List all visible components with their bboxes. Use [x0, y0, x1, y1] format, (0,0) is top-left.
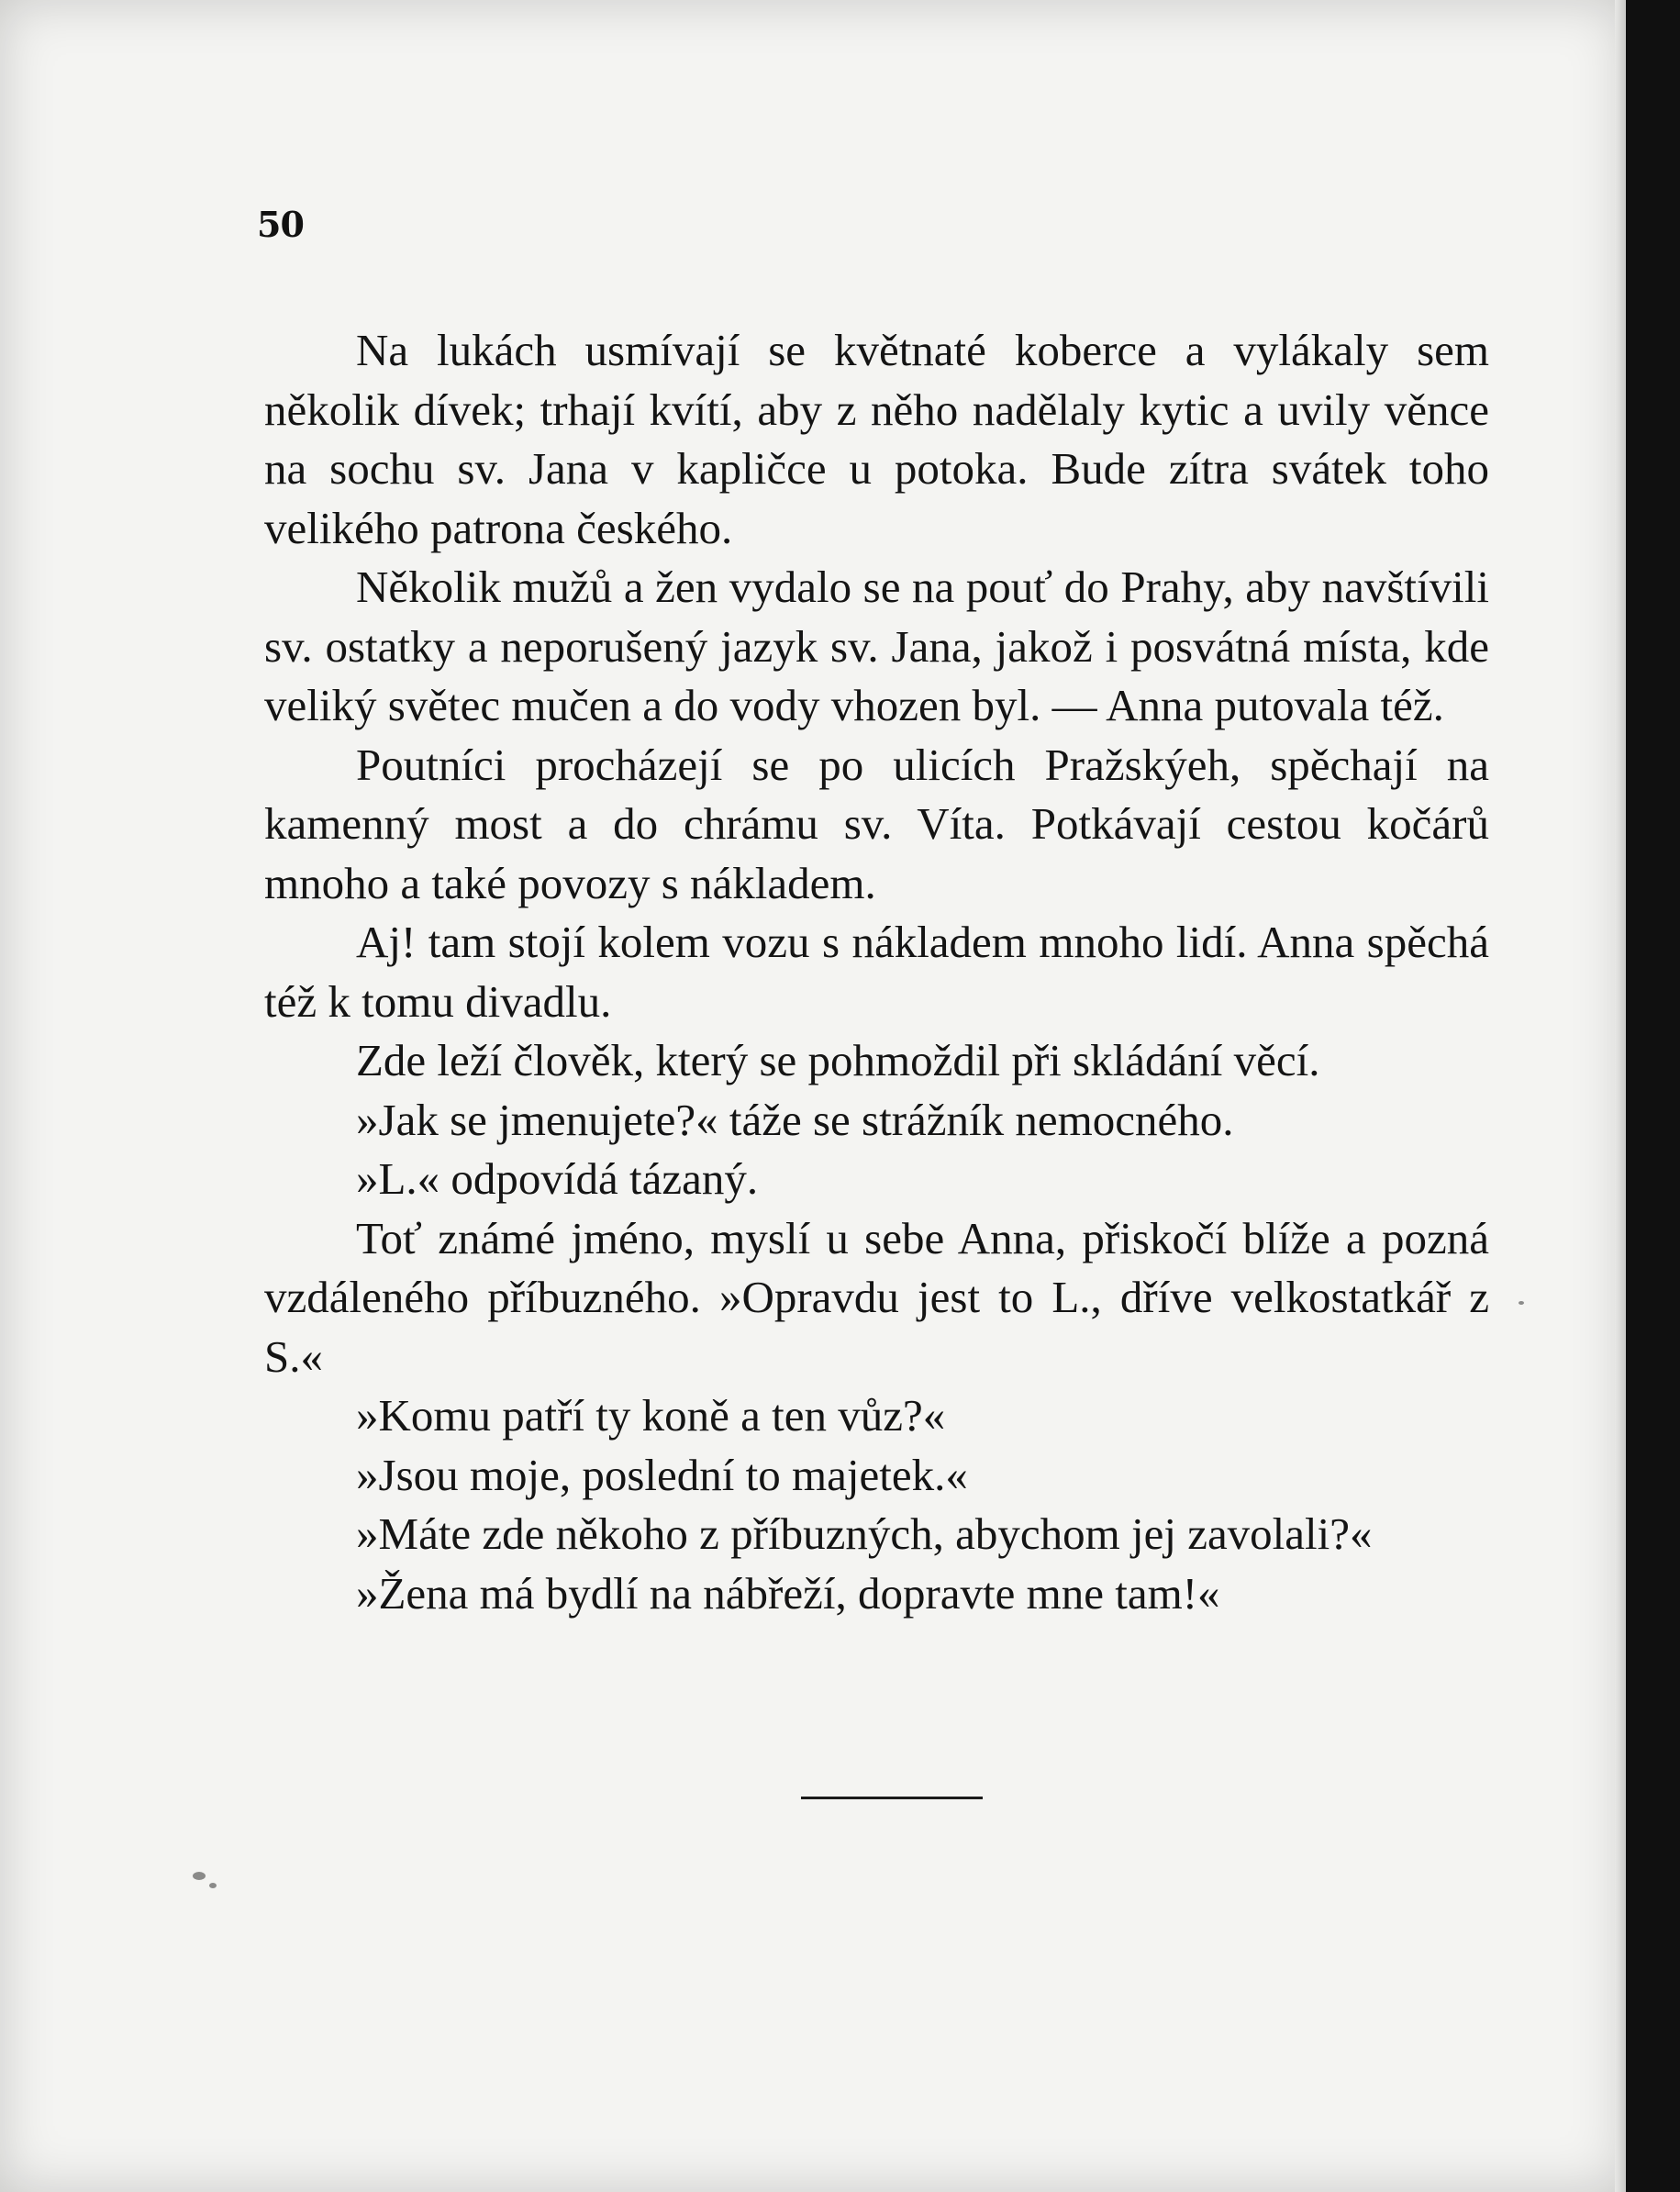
paragraph: »L.« odpovídá tázaný. [356, 1153, 759, 1204]
paragraph: Zde leží člověk, který se pohmoždil při skládání věcí. [356, 1035, 1320, 1085]
paragraph: Toť známé jméno, myslí u sebe Anna, přiskočí blíže a pozná vzdáleného příbuzného. »Opravdu jest to L., dříve velkostatkář z S.« [264, 1212, 1489, 1382]
page-number: 50 [257, 204, 304, 245]
paragraph: »Máte zde někoho z příbuzných, abychom jej zavolali?« [356, 1508, 1373, 1559]
paragraph: »Žena má bydlí na nábřeží, dopravte mne tam!« [356, 1567, 1220, 1619]
paragraph: »Jak se jmenujete?« táže se strážník nemocného. [356, 1094, 1234, 1145]
paragraph: »Jsou moje, poslední to majetek.« [356, 1449, 968, 1500]
page-edge [1615, 0, 1626, 2192]
paragraph: Na lukách usmívají se květnaté koberce a vylákaly sem několik dívek; trhají kvítí, aby z něho nadělaly kytic a uvily věnce na sochu sv. Jana v kapličce u potoka. Bude zítra svátek toho velikého patrona českého. [264, 325, 1489, 553]
body-text [264, 321, 1489, 1623]
scan-speck [209, 1883, 217, 1888]
section-end-rule [801, 1797, 983, 1799]
paragraph: Poutníci procházejí se po ulicích Pražskýeh, spěchají na kamenný most a do chrámu sv. Víta. Potkávají cestou kočárů mnoho a také povozy s nákladem. [264, 739, 1489, 908]
paragraph: Aj! tam stojí kolem vozu s nákladem mnoho lidí. Anna spěchá též k tomu divadlu. [264, 917, 1489, 1027]
paragraph: »Komu patří ty koně a ten vůz?« [356, 1390, 946, 1441]
paragraph: Několik mužů a žen vydalo se na pouť do Prahy, aby navštívili sv. ostatky a neporušený jazyk sv. Jana, jakož i posvátná místa, kde veliký světec mučen a do vody vhozen byl. — Anna putovala též. [264, 562, 1489, 730]
scan-speck [1519, 1301, 1524, 1305]
scan-speck [193, 1872, 206, 1880]
